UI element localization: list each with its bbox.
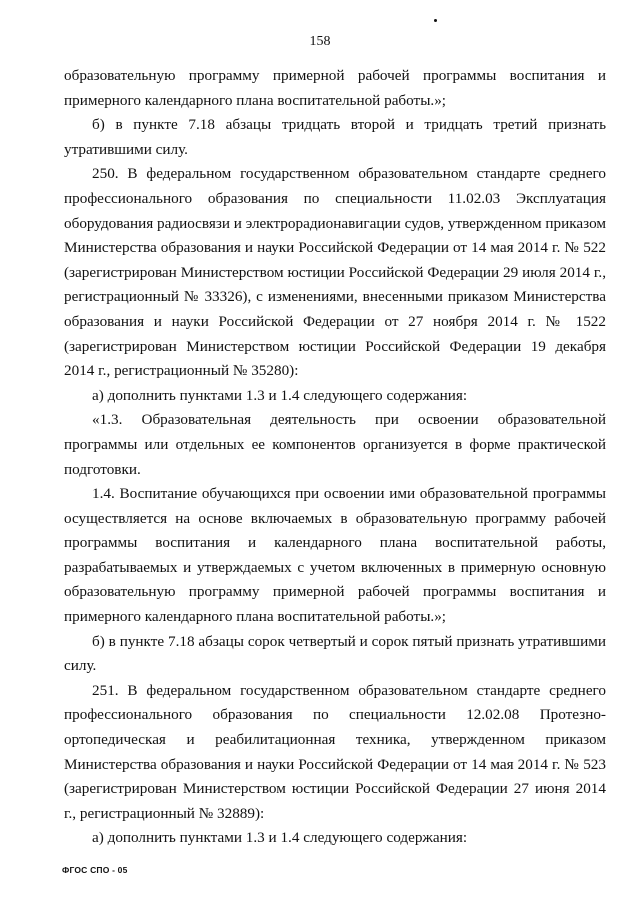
document-body [64, 64, 606, 851]
scan-speck [434, 19, 437, 22]
page-number: 158 [309, 34, 331, 49]
paragraph: б) в пункте 7.18 абзацы тридцать второй и тридцать третий признать утратившими силу. [64, 116, 606, 158]
paragraph: а) дополнить пунктами 1.3 и 1.4 следующего содержания: [92, 829, 468, 847]
paragraph: образовательную программу примерной рабочей программы воспитания и примерного календарного плана воспитательной работы.»; [64, 67, 606, 109]
paragraph: 250. В федеральном государственном образовательном стандарте среднего профессионального образования по специальности 11.02.03 Эксплуатация оборудования радиосвязи и электрорадионавигации судов, утвержденном приказом Министерства образования и науки Российской Федерации от 14 мая 2014 г. № 522 (зарегистрирован Министерством юстиции Российской Федерации 29 июля 2014 г., регистрационный № 33326), с изменениями, внесенными приказом Министерства образования и науки Российской Федерации от 27 ноября 2014 г. № 1522 (зарегистрирован Министерством юстиции Российской Федерации 19 декабря 2014 г., регистрационный № 35280): [64, 165, 606, 380]
paragraph: а) дополнить пунктами 1.3 и 1.4 следующего содержания: [92, 386, 468, 404]
paragraph: б) в пункте 7.18 абзацы сорок четвертый и сорок пятый признать утратившими силу. [64, 632, 606, 675]
paragraph: «1.3. Образовательная деятельность при освоении образовательной программы или отдельных ее компонентов организуется в форме практической подготовки. [64, 411, 606, 478]
footer-code: ФГОС СПО - 05 [62, 865, 128, 875]
paragraph: 1.4. Воспитание обучающихся при освоении ими образовательной программы осуществляется на основе включаемых в образовательную программу рабочей программы воспитания и календарного плана воспитательной работы, разрабатываемых и утверждаемых с учетом включенных в примерную основную образовательную программу примерной рабочей программы воспитания и примерного календарного плана воспитательной работы.»; [64, 485, 606, 626]
paragraph: 251. В федеральном государственном образовательном стандарте среднего профессионального образования по специальности 12.02.08 Протезно-ортопедическая и реабилитационная техника, утвержденном приказом Министерства образования и науки Российской Федерации от 14 мая 2014 г. № 523 (зарегистрирован Министерством юстиции Российской Федерации 27 июня 2014 г., регистрационный № 32889): [64, 681, 606, 822]
